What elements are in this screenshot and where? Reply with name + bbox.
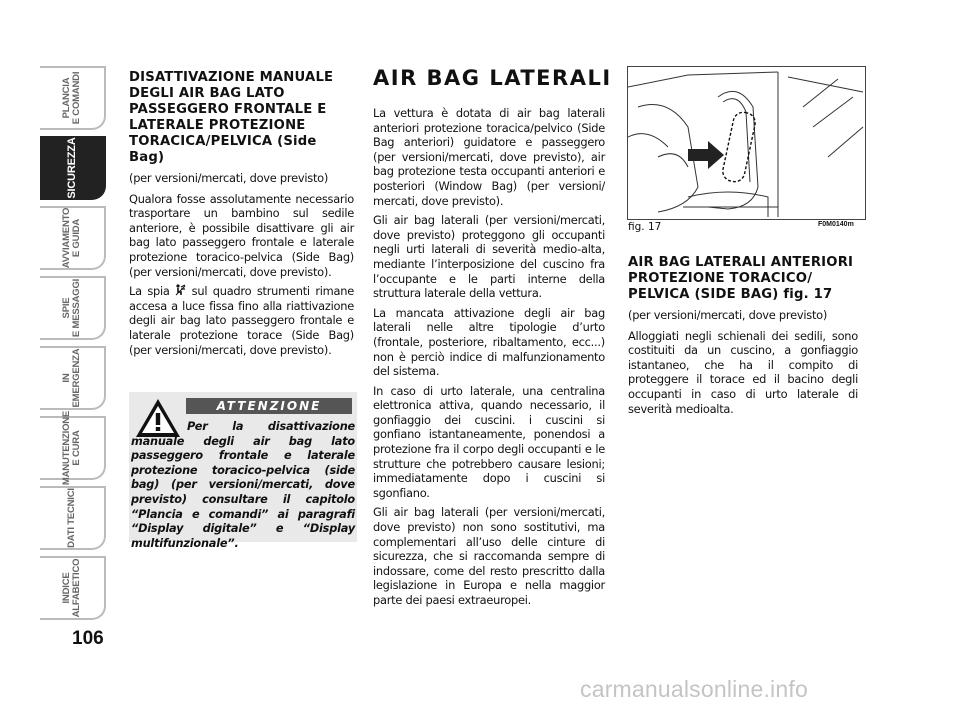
paragraph: La mancata attivazione degli air bag laterali nelle altre tipologie d’urto (frontale, posteriore, ribaltamento, ecc...) non è perciò indice di malfunzionamento del sistema. <box>373 305 605 379</box>
tab-spie-e-messaggi[interactable] <box>40 276 106 340</box>
paragraph: Gli air bag laterali (per versioni/mercati, dove previsto) non sono sostitutivi, ma complementari all’uso delle cinture di sicurezza, che si raccomanda sempre di indossare, come del resto prescritto dalla legislazione in Europa e nella maggior parte dei paesi extraeuropei. <box>373 505 605 607</box>
car-seat-illustration <box>628 67 865 219</box>
tab-plancia-e-comandi[interactable] <box>40 66 106 130</box>
tab-manutenzione-e-cura[interactable] <box>40 410 106 486</box>
tab-label: IN EMERGENZA <box>61 348 82 408</box>
section-subtitle: (per versioni/mercati, dove previsto) <box>129 171 329 185</box>
warning-title: ATTENZIONE <box>186 398 352 414</box>
middle-column <box>373 106 605 613</box>
left-column <box>129 70 354 362</box>
page-title: AIR BAG LATERALI <box>373 66 612 90</box>
figure-side-airbag <box>627 66 866 220</box>
tab-sicurezza[interactable] <box>40 136 106 200</box>
figure-code: F0M0140m <box>818 221 854 228</box>
paragraph: Gli air bag laterali (per versioni/mercati, dove previsto) proteggono gli occupanti negli urti laterali di severità medio-alta, mediante l’interposizione del cuscino fra l’occupante e le parti interne della struttura laterale della vettura. <box>373 213 605 301</box>
figure-label: fig. 17 <box>628 221 662 233</box>
tab-label: INDICE ALFABETICO <box>61 558 82 618</box>
paragraph: Alloggiati negli schienali dei sedili, sono costituiti da un cuscino, a gonfiaggio istantaneo, che ha il compito di proteggere il torace ed il bacino degli occupanti in caso di urto laterale di severità medioalta. <box>628 328 858 416</box>
page-number: 106 <box>72 628 104 649</box>
section-heading: DISATTIVAZIONE MANUALE DEGLI AIR BAG LATO PASSEGGERO FRONTALE E LATERALE PROTEZIONE TORACICA/PELVICA (Side Bag) <box>129 70 334 165</box>
section-subtitle: (per versioni/mercati, dove previsto) <box>628 308 828 322</box>
paragraph-warning-light: La spia sul quadro strumenti rimane accesa a luce fissa fino alla riattivazione degli air bag lato passeggero frontale e laterale protezione torace (Side Bag) (per versioni/mercati, dove previsto). <box>129 284 354 357</box>
tab-avviamento-e-guida[interactable] <box>40 206 106 270</box>
watermark-text: carmanualsonline.info <box>580 676 808 702</box>
airbag-off-light-icon <box>175 284 186 296</box>
tab-label: AVVIAMENTO E GUIDA <box>61 207 82 269</box>
tab-label: PLANCIA E COMANDI <box>61 71 82 125</box>
tab-label: MANUTENZIONE E CURA <box>61 410 82 486</box>
warning-text: Per la disattivazione manuale degli air bag lato passeggero frontale e laterale protezione toracico-pelvica (side bag) (per versioni/mercati, dove previsto) consultare il capitolo “Plancia e comandi” ai paragrafi “Display digitale” e “Display multifunzionale”. <box>131 420 355 550</box>
warning-box <box>129 392 357 550</box>
tab-label: SPIE E MESSAGGI <box>61 278 82 338</box>
right-column <box>628 255 858 421</box>
paragraph: La vettura è dotata di air bag laterali anteriori protezione toracica/pelvico (Side Bag anteriori) guidatore e passeggero (per versioni/mercati, dove previsto), air bag protezione testa occupanti anteriori e posteriori (Window Bag) (per versioni/ mercati, dove previsto). <box>373 106 605 208</box>
tab-indice-alfabetico[interactable] <box>40 556 106 620</box>
tab-label: DATI TECNICI <box>66 488 77 548</box>
tab-label: SICUREZZA <box>66 137 78 199</box>
paragraph: Qualora fosse assolutamente necessario trasportare un bambino sul sedile anteriore, è possibile disattivare gli air bag lato passeggero frontale e laterale protezione toracico-pelvica (Side Bag) (per versioni/mercati, dove previsto). <box>129 191 354 279</box>
tab-dati-tecnici[interactable] <box>40 486 106 550</box>
section-heading: AIR BAG LATERALI ANTERIORI PROTEZIONE TORACICO/ PELVICA (SIDE BAG) fig. 17 <box>628 255 854 302</box>
tab-in-emergenza[interactable] <box>40 346 106 410</box>
paragraph: In caso di urto laterale, una centralina elettronica attiva, quando necessario, il gonfiaggio dei cuscini. i cuscini si gonfiano istantaneamente, ponendosi a protezione fra il corpo degli occupanti e le strutture che potrebbero causare lesioni; immediatamente dopo i cuscini si sgonfiano. <box>373 383 605 500</box>
